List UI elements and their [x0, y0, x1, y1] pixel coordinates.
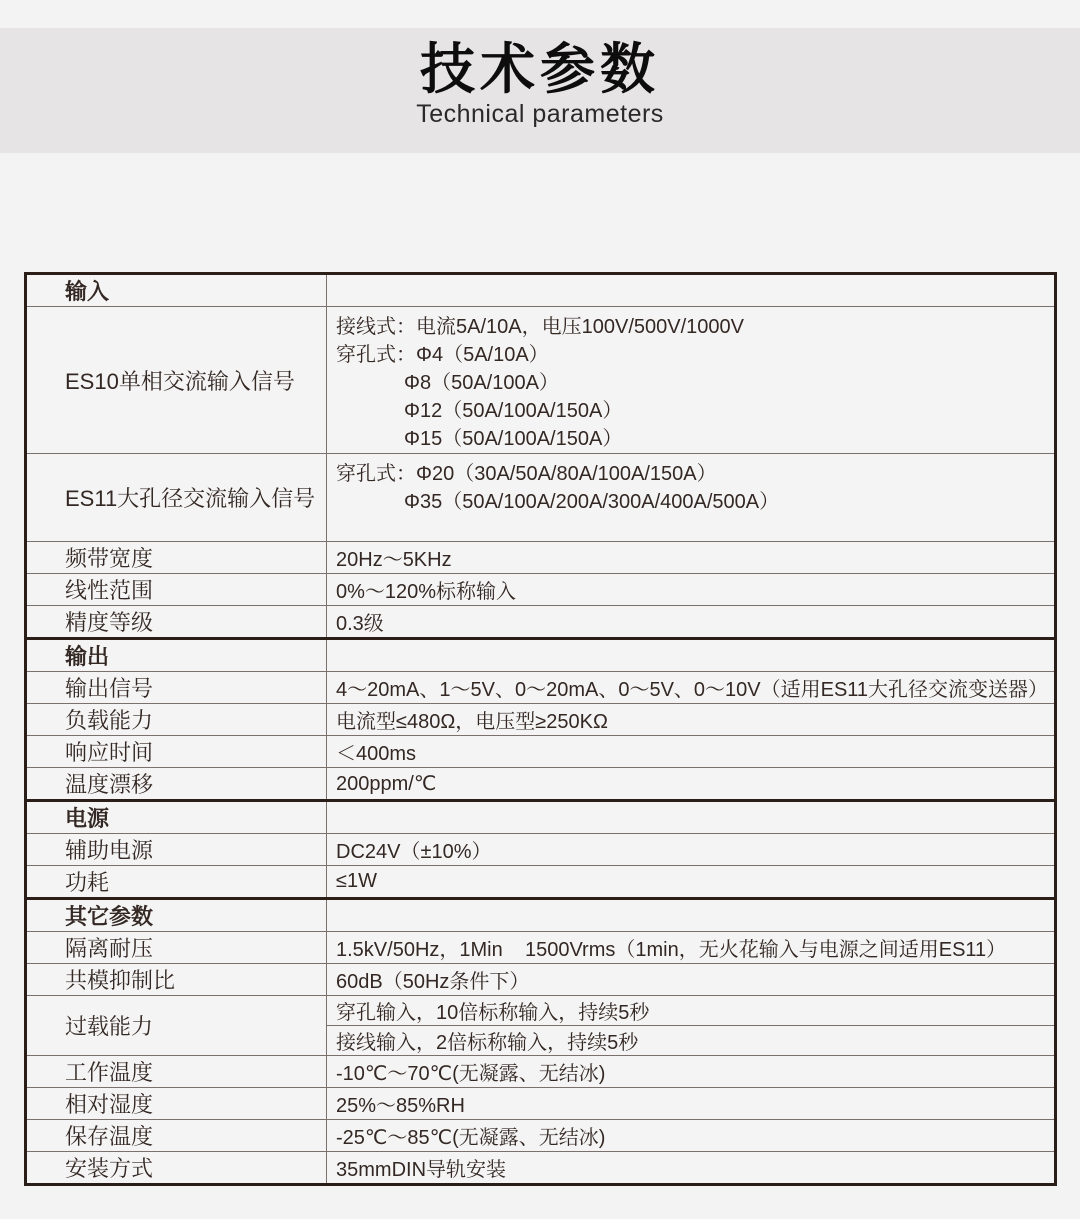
table-row-es10 — [26, 307, 1056, 454]
value-line: Φ12（50A/100A/150A） — [404, 400, 623, 422]
row-value: 4～20mA、1～5V、0～20mA、0～5V、0～10V（适用ES11大孔径交流变送器） — [327, 672, 1056, 704]
table-row-es11 — [26, 454, 1056, 542]
row-value — [327, 274, 1056, 307]
section-row-input — [26, 274, 1056, 307]
row-label: 线性范围 — [26, 574, 327, 606]
row-label: 输出信号 — [26, 672, 327, 704]
table-row — [26, 866, 1056, 899]
row-label: 频带宽度 — [26, 542, 327, 574]
row-label: 响应时间 — [26, 736, 327, 768]
row-value — [327, 307, 1056, 454]
table-row — [26, 932, 1056, 964]
row-value: DC24V（±10%） — [327, 834, 1056, 866]
table-row-overload — [26, 996, 1056, 1026]
table-row — [26, 542, 1056, 574]
value-line: 穿孔式：Φ4（5A/10A） — [336, 344, 549, 366]
value-line: Φ8（50A/100A） — [404, 372, 559, 394]
row-value: 电流型≤480Ω，电压型≥250KΩ — [327, 704, 1056, 736]
row-value: ≤1W — [327, 866, 1056, 899]
value-line: Φ35（50A/100A/200A/300A/400A/500A） — [404, 491, 780, 513]
section-label: 电源 — [26, 801, 327, 834]
table-row — [26, 768, 1056, 801]
row-label: 相对湿度 — [26, 1088, 327, 1120]
row-label: 精度等级 — [26, 606, 327, 639]
row-value: -25℃～85℃(无凝露、无结冰) — [327, 1120, 1056, 1152]
table-row — [26, 704, 1056, 736]
row-value: 0%～120%标称输入 — [327, 574, 1056, 606]
row-value: 60dB（50Hz条件下） — [327, 964, 1056, 996]
row-label: 保存温度 — [26, 1120, 327, 1152]
row-label: ES10单相交流输入信号 — [26, 307, 327, 454]
section-label: 其它参数 — [26, 899, 327, 932]
section-label: 输入 — [26, 274, 327, 307]
row-value — [327, 454, 1056, 542]
row-value: 200ppm/℃ — [327, 768, 1056, 801]
header-banner — [0, 28, 1080, 153]
row-label: 温度漂移 — [26, 768, 327, 801]
value-line: Φ15（50A/100A/150A） — [404, 428, 623, 450]
row-value: 接线输入，2倍标称输入，持续5秒 — [327, 1026, 1056, 1056]
row-label: ES11大孔径交流输入信号 — [26, 454, 327, 542]
row-label: 共模抑制比 — [26, 964, 327, 996]
row-value: ＜400ms — [327, 736, 1056, 768]
row-value: 35mmDIN导轨安装 — [327, 1152, 1056, 1185]
value-line: 接线式：电流5A/10A，电压100V/500V/1000V — [336, 316, 744, 338]
value-line: 穿孔式：Φ20（30A/50A/80A/100A/150A） — [336, 463, 717, 485]
section-row-output — [26, 639, 1056, 672]
row-label: 负载能力 — [26, 704, 327, 736]
row-label: 功耗 — [26, 866, 327, 899]
row-value — [327, 899, 1056, 932]
table-row — [26, 606, 1056, 639]
section-row-other — [26, 899, 1056, 932]
row-value: -10℃～70℃(无凝露、无结冰) — [327, 1056, 1056, 1088]
table-row — [26, 1088, 1056, 1120]
tech-params-table — [24, 272, 1057, 1186]
row-label: 过载能力 — [26, 996, 327, 1056]
table-row — [26, 1120, 1056, 1152]
table-row — [26, 964, 1056, 996]
row-value: 穿孔输入，10倍标称输入，持续5秒 — [327, 996, 1056, 1026]
row-value: 20Hz～5KHz — [327, 542, 1056, 574]
row-value — [327, 801, 1056, 834]
row-label: 工作温度 — [26, 1056, 327, 1088]
table-row — [26, 672, 1056, 704]
row-label: 辅助电源 — [26, 834, 327, 866]
row-value: 1.5kV/50Hz，1Min 1500Vrms（1min，无火花输入与电源之间适用ES11） — [327, 932, 1056, 964]
page-subtitle: Technical parameters — [416, 100, 664, 128]
row-value: 25%～85%RH — [327, 1088, 1056, 1120]
section-row-power — [26, 801, 1056, 834]
table-row — [26, 736, 1056, 768]
section-label: 输出 — [26, 639, 327, 672]
table-row — [26, 1152, 1056, 1185]
table-row — [26, 834, 1056, 866]
table-row — [26, 1056, 1056, 1088]
row-value: 0.3级 — [327, 606, 1056, 639]
row-value — [327, 639, 1056, 672]
row-label: 安装方式 — [26, 1152, 327, 1185]
page-title: 技术参数 — [419, 38, 660, 100]
row-label: 隔离耐压 — [26, 932, 327, 964]
table-row — [26, 574, 1056, 606]
